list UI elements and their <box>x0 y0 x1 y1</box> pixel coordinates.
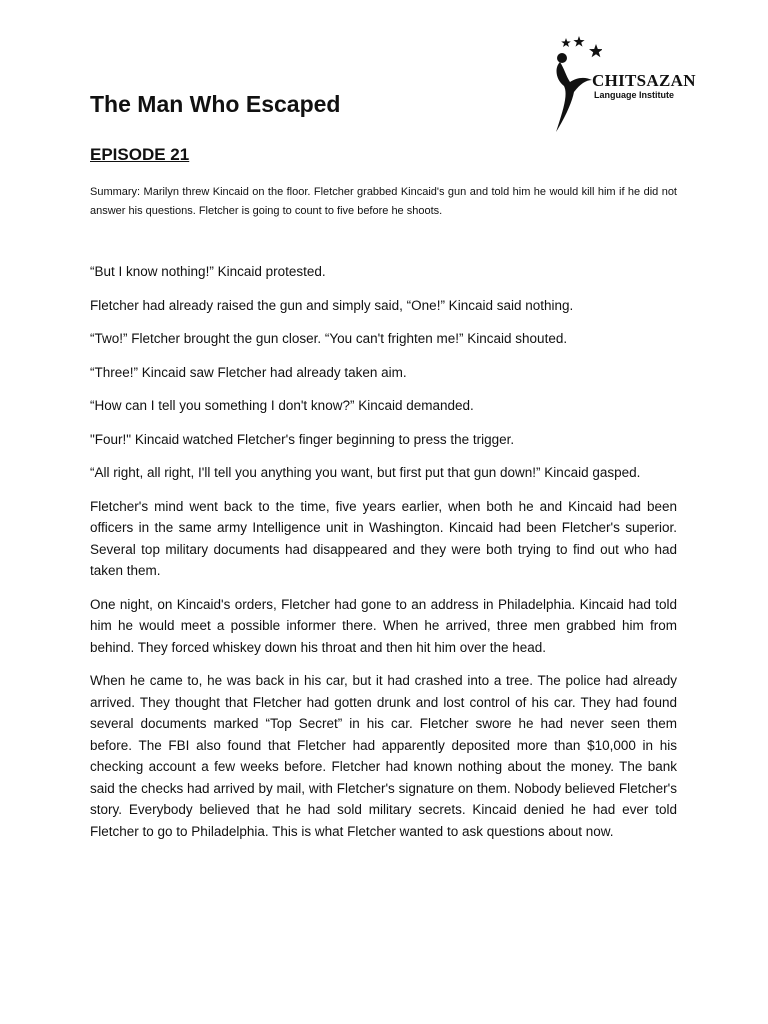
star-icon <box>561 38 571 47</box>
paragraph: “All right, all right, I'll tell you anything you want, but first put that gun down!” Kincaid gasped. <box>90 465 641 480</box>
star-icon <box>589 44 602 57</box>
logo-subtitle: Language Institute <box>594 90 675 100</box>
story-body <box>90 261 677 854</box>
story-title: The Man Who Escaped <box>90 91 341 117</box>
paragraph: When he came to, he was back in his car, but it had crashed into a tree. The police had already arrived. They thought that Fletcher had gotten drunk and lost control of his car. They had found several documents marked “Top Secret” in his car. Fletcher swore he had never seen them before. The FBI also found that Fletcher had apparently deposited more than $10,000 in his checking account a few weeks before. Fletcher had known nothing about the money. The bank said the checks had arrived by mail, with Fletcher's signature on them. Nobody believed Fletcher's story. Everybody believed that he had sold military secrets. Kincaid denied he had ever told Fletcher to go to Philadelphia. This is what Fletcher wanted to ask questions about now. <box>90 673 677 839</box>
star-icon <box>573 36 584 47</box>
paragraph: One night, on Kincaid's orders, Fletcher had gone to an address in Philadelphia. Kincaid had told him he would meet a possible informer there. When he arrived, three men grabbed him from behind. They forced whiskey down his throat and then hit him over the head. <box>90 596 677 655</box>
paragraph: Fletcher had already raised the gun and simply said, “One!” Kincaid said nothing. <box>90 297 574 313</box>
paragraph: “But I know nothing!” Kincaid protested. <box>90 264 326 279</box>
institute-logo <box>552 36 696 136</box>
logo-wordmark: CHITSAZAN <box>592 71 696 90</box>
episode-heading: EPISODE 21 <box>90 145 190 164</box>
paragraph: Fletcher's mind went back to the time, five years earlier, when both he and Kincaid had been officers in the same army Intelligence unit in Washington. Kincaid had been Fletcher's superior. Several top military documents had disappeared and they were both trying to find out who had taken them. <box>90 498 677 578</box>
paragraph: “Two!” Fletcher brought the gun closer. “You can't frighten me!” Kincaid shouted. <box>90 331 568 346</box>
episode-summary: Summary: Marilyn threw Kincaid on the floor. Fletcher grabbed Kincaid's gun and told him he would kill him if he did not answer his questions. Fletcher is going to count to five before he shoots. <box>90 186 677 217</box>
paragraph: “Three!” Kincaid saw Fletcher had already taken aim. <box>90 364 407 380</box>
paragraph: “How can I tell you something I don't know?” Kincaid demanded. <box>90 398 474 413</box>
paragraph: "Four!" Kincaid watched Fletcher's finger beginning to press the trigger. <box>90 431 515 447</box>
